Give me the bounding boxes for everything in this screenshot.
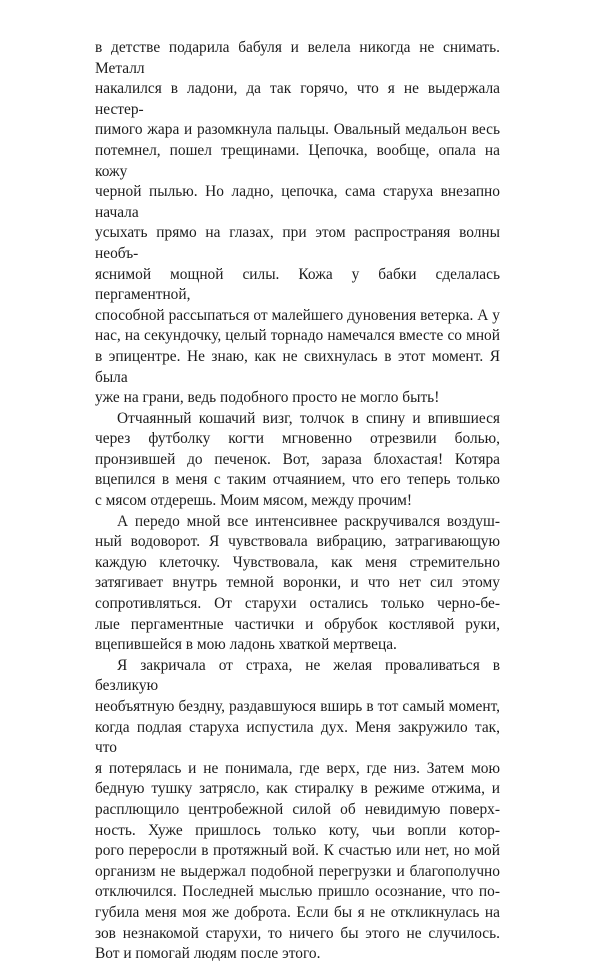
text-line: с мясом отдерешь. Моим мясом, между прочим! xyxy=(95,492,413,510)
text-line: необъятную бездну, раздавшуюся вширь в тот самый момент, xyxy=(95,698,500,715)
text-line: расплющило центробежной силой об невидимую поверх- xyxy=(95,800,500,818)
text-line: пимого жара и разомкнула пальцы. Овальный медальон весь xyxy=(95,121,500,139)
text-line: Я закричала от страха, не желая проваливаться в безликую xyxy=(95,656,500,695)
text-line: отключился. Последней мыслью пришло осознание, что по- xyxy=(95,883,500,901)
paragraph xyxy=(95,409,500,512)
text-line: сопротивляться. От старухи остались только черно-бе- xyxy=(95,595,500,613)
book-page xyxy=(95,38,500,965)
text-line: ность. Хуже пришлось только коту, чьи вопли котор- xyxy=(95,821,500,839)
text-line: через футболку когти мгновенно отрезвили болью, xyxy=(95,430,500,448)
paragraph xyxy=(95,656,500,965)
text-line: потемнел, пошел трещинами. Цепочка, вообще, опала на кожу xyxy=(95,141,500,180)
text-line: затягивает внутрь темной воронки, и что нет сил этому xyxy=(95,574,500,592)
text-line: нас, на секундочку, целый торнадо намечался вместе со мной xyxy=(95,327,500,345)
text-line: организм не выдержал подобной перегрузки и благополучно xyxy=(95,862,500,880)
text-line: я потерялась и не понимала, где верх, где низ. Затем мою xyxy=(95,759,500,777)
text-line: лые пергаментные частички и обрубок костлявой руки, xyxy=(95,615,500,633)
text-line: бедную тушку затрясло, как стиралку в режиме отжима, и xyxy=(95,780,500,798)
text-line: способной рассыпаться от малейшего дуновения ветерка. А у xyxy=(95,306,500,324)
text-line: ный водоворот. Я чувствовала вибрацию, затрагивающую xyxy=(95,533,500,551)
text-line: губила меня моя же доброта. Если бы я не откликнулась на xyxy=(95,903,500,921)
text-line: в эпицентре. Не знаю, как не свихнулась в этот момент. Я была xyxy=(95,347,500,386)
text-line: уже на грани, ведь подобного просто не могло быть! xyxy=(95,389,440,407)
text-line: Вот и помогай людям после этого. xyxy=(95,945,321,963)
paragraph xyxy=(95,38,500,409)
text-line: в детстве подарила бабуля и велела никогда не снимать. Металл xyxy=(95,39,500,77)
text-line: вцепившейся в мою ладонь хваткой мертвеца. xyxy=(95,636,397,654)
text-line: яснимой мощной силы. Кожа у бабки сделалась пергаментной, xyxy=(95,265,500,304)
text-line: зов незнакомой старухи, то ничего бы этого не случилось. xyxy=(95,924,500,942)
text-line: черной пылью. Но ладно, цепочка, сама старуха внезапно начала xyxy=(95,183,500,221)
text-line: накалился в ладони, да так горячо, что я не выдержала нестер- xyxy=(95,80,500,118)
text-line: Отчаянный кошачий визг, толчок в спину и впившиеся xyxy=(117,409,500,427)
text-line: рого переросли в протяжный вой. К счастью или нет, но мой xyxy=(95,842,500,860)
text-line: А передо мной все интенсивнее раскручивался воздуш- xyxy=(117,512,500,530)
paragraph xyxy=(95,512,500,656)
text-line: когда подлая старуха испустила дух. Меня закружило так, что xyxy=(95,718,500,757)
text-line: вцепился в меня с таким отчаянием, что его теперь только xyxy=(95,471,500,489)
text-line: усыхать прямо на глазах, при этом распространяя волны необъ- xyxy=(95,224,500,262)
text-line: каждую клеточку. Чувствовала, как меня стремительно xyxy=(95,553,500,571)
text-line: пронзившей до печенок. Вот, зараза блохастая! Котяра xyxy=(95,450,500,468)
